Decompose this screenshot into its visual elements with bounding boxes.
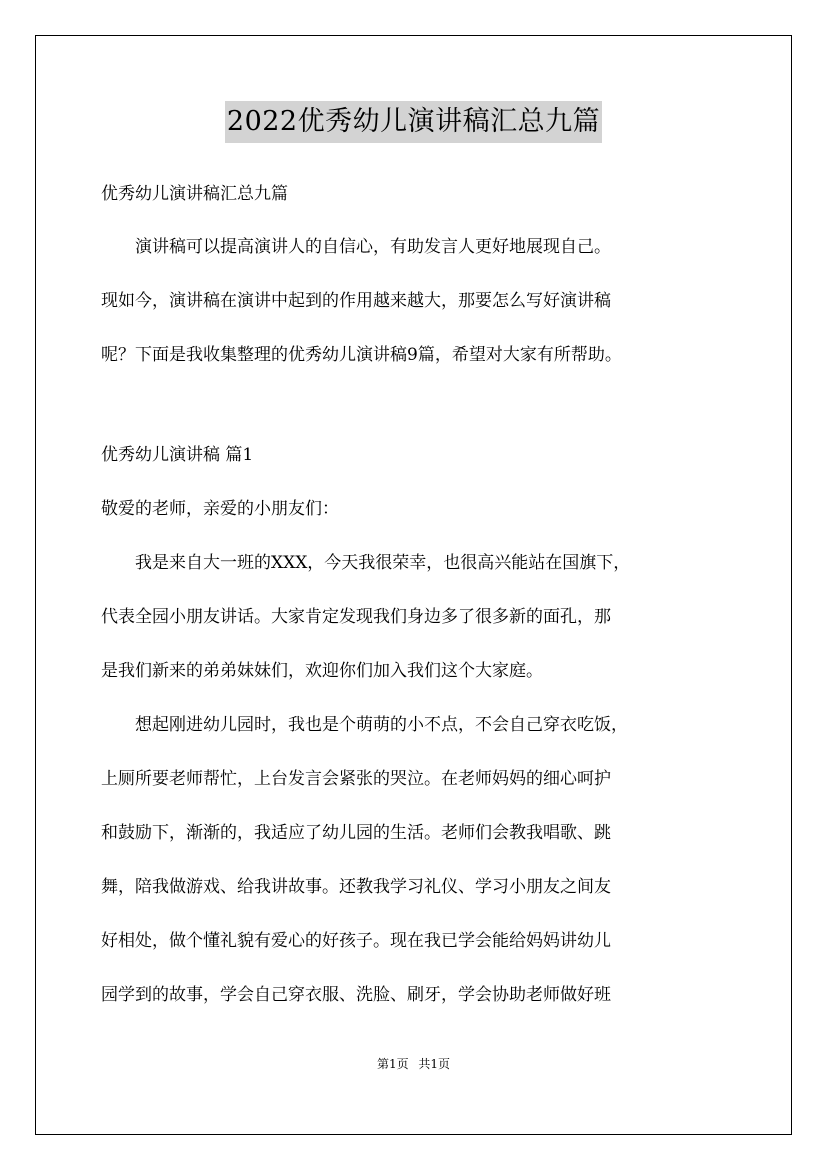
para1-line: 代表全园小朋友讲话。大家肯定发现我们身边多了很多新的面孔，那 bbox=[101, 607, 611, 627]
page-footer bbox=[0, 1055, 827, 1072]
page-total: 共1页 bbox=[418, 1057, 451, 1071]
para2-line: 园学到的故事，学会自己穿衣服、洗脸、刷牙，学会协助老师做好班 bbox=[101, 985, 611, 1005]
paragraph-1 bbox=[101, 536, 741, 698]
para1-line: 是我们新来的弟弟妹妹们，欢迎你们加入我们这个大家庭。 bbox=[101, 661, 543, 681]
greeting: 敬爱的老师，亲爱的小朋友们： bbox=[101, 499, 339, 519]
paragraph-2 bbox=[101, 698, 741, 1022]
para2-line: 上厕所要老师帮忙，上台发言会紧张的哭泣。在老师妈妈的细心呵护 bbox=[101, 769, 611, 789]
document-subtitle: 优秀幼儿演讲稿汇总九篇 bbox=[101, 184, 288, 204]
intro-line: 现如今，演讲稿在演讲中起到的作用越来越大，那要怎么写好演讲稿 bbox=[101, 291, 611, 311]
intro-line: 呢？下面是我收集整理的优秀幼儿演讲稿9篇，希望对大家有所帮助。 bbox=[101, 345, 622, 365]
page-number: 第1页 bbox=[376, 1057, 409, 1071]
para2-line: 和鼓励下，渐渐的，我适应了幼儿园的生活。老师们会教我唱歌、跳 bbox=[101, 823, 611, 843]
para2-line: 想起刚进幼儿园时，我也是个萌萌的小不点，不会自己穿衣吃饭， bbox=[101, 715, 628, 735]
intro-line: 演讲稿可以提高演讲人的自信心，有助发言人更好地展现自己。 bbox=[101, 237, 611, 257]
para2-line: 舞，陪我做游戏、给我讲故事。还教我学习礼仪、学习小朋友之间友 bbox=[101, 877, 611, 897]
document-body bbox=[101, 176, 741, 1022]
title-container bbox=[0, 101, 827, 143]
intro-paragraph bbox=[101, 220, 741, 382]
document-title: 2022优秀幼儿演讲稿汇总九篇 bbox=[225, 101, 602, 143]
para2-line: 好相处，做个懂礼貌有爱心的好孩子。现在我已学会能给妈妈讲幼儿 bbox=[101, 931, 611, 951]
section-heading: 优秀幼儿演讲稿 篇1 bbox=[101, 445, 254, 465]
para1-line: 我是来自大一班的XXX，今天我很荣幸，也很高兴能站在国旗下， bbox=[101, 553, 631, 573]
